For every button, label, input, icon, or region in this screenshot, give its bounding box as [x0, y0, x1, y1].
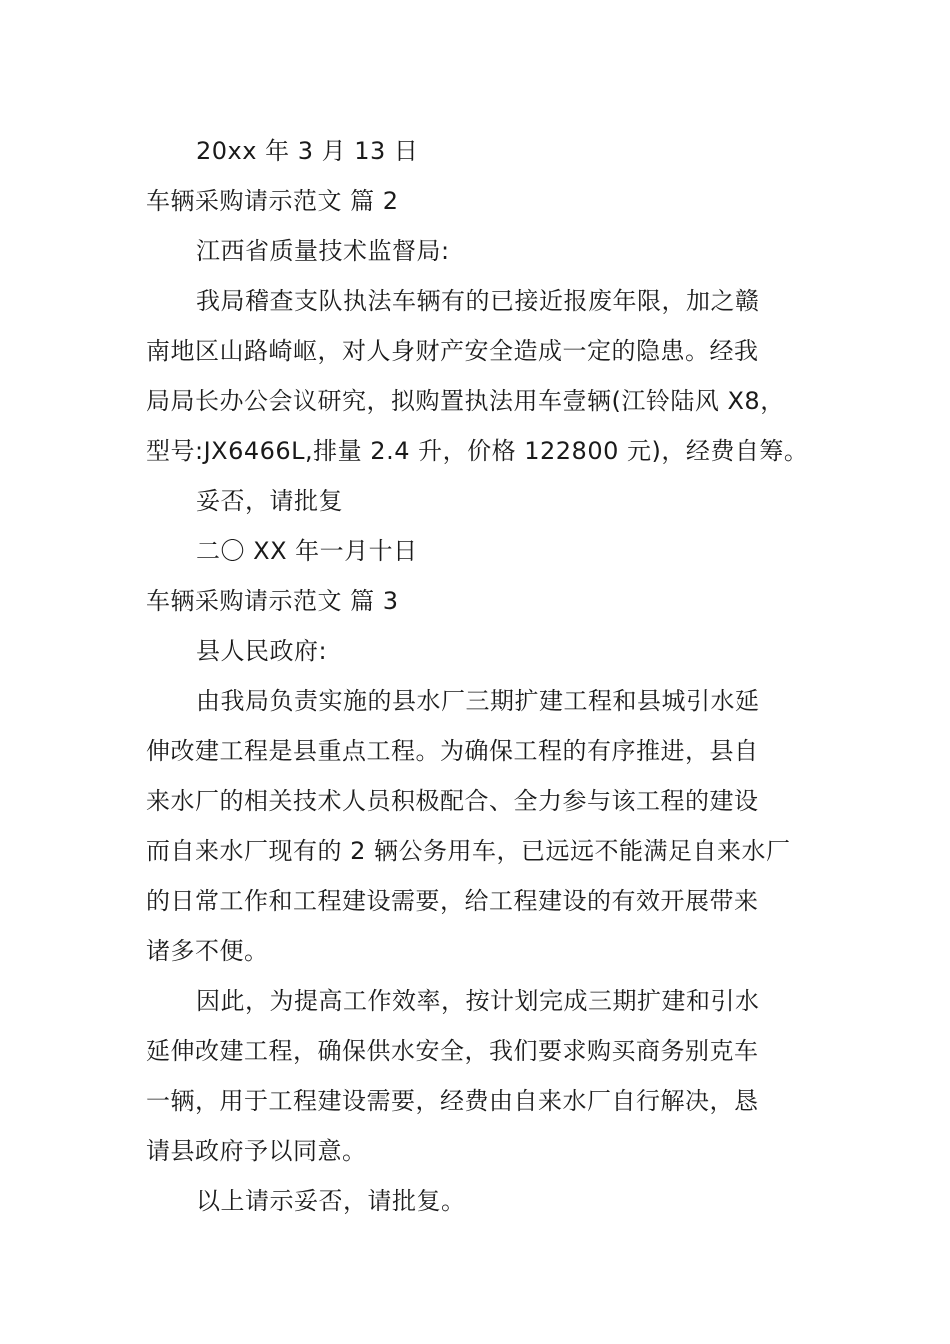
- paragraph-line: 我局稽查支队执法车辆有的已接近报废年限，加之赣: [196, 287, 760, 315]
- paragraph-line: 因此，为提高工作效率，按计划完成三期扩建和引水: [196, 987, 760, 1015]
- paragraph-line: 而自来水厂现有的 2 辆公务用车，已远远不能满足自来水厂: [146, 837, 791, 865]
- paragraph-line: 南地区山路崎岖，对人身财产安全造成一定的隐患。经我: [146, 337, 759, 365]
- paragraph-line: 的日常工作和工程建设需要，给工程建设的有效开展带来: [146, 887, 759, 915]
- section-heading-2: 车辆采购请示范文 篇 2: [146, 187, 399, 215]
- paragraph-line: 伸改建工程是县重点工程。为确保工程的有序推进，县自: [146, 737, 759, 765]
- date-line: 20xx 年 3 月 13 日: [196, 137, 419, 165]
- paragraph-line: 局局长办公会议研究，拟购置执法用车壹辆(江铃陆风 X8，: [146, 387, 785, 415]
- paragraph-line: 来水厂的相关技术人员积极配合、全力参与该工程的建设: [146, 787, 759, 815]
- section-heading-3: 车辆采购请示范文 篇 3: [146, 587, 399, 615]
- recipient-line: 江西省质量技术监督局:: [196, 237, 450, 265]
- recipient-line: 县人民政府:: [196, 637, 328, 665]
- paragraph-line: 一辆，用于工程建设需要，经费由自来水厂自行解决，恳: [146, 1087, 759, 1115]
- closing-line: 以上请示妥否，请批复。: [196, 1187, 466, 1215]
- paragraph-line: 诸多不便。: [146, 937, 269, 965]
- paragraph-line: 型号:JX6466L,排量 2.4 升，价格 122800 元)，经费自筹。: [146, 437, 809, 465]
- date-line: 二〇 XX 年一月十日: [196, 537, 418, 565]
- paragraph-line: 延伸改建工程，确保供水安全，我们要求购买商务别克车: [146, 1037, 759, 1065]
- paragraph-line: 请县政府予以同意。: [146, 1137, 367, 1165]
- paragraph-line: 由我局负责实施的县水厂三期扩建工程和县城引水延: [196, 687, 760, 715]
- closing-line: 妥否，请批复: [196, 487, 343, 515]
